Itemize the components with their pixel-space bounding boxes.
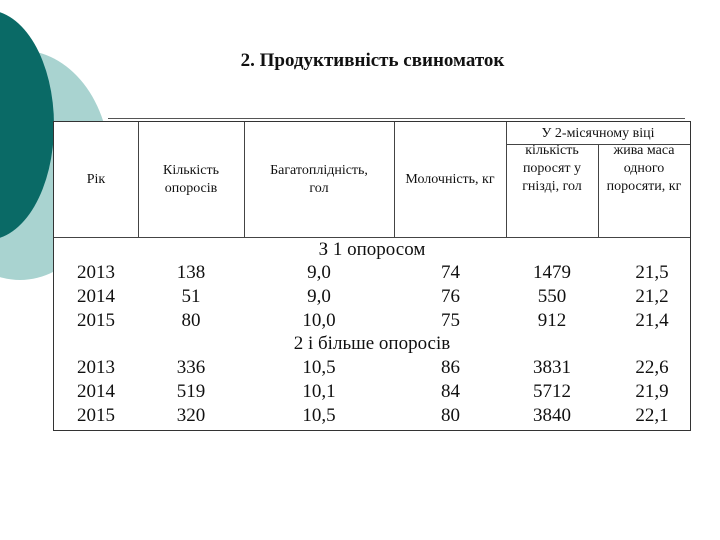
group1-weight-column	[614, 261, 690, 333]
cell-piglets: 5712	[533, 381, 571, 402]
cell-weight: 21,5	[635, 262, 669, 283]
cell-milkiness: 84	[441, 381, 460, 402]
cell-year: 2014	[77, 286, 115, 307]
cell-milkiness: 75	[441, 310, 460, 331]
cell-milkiness: 86	[441, 357, 460, 378]
cell-piglets: 550	[537, 286, 567, 307]
header-divider	[598, 144, 599, 237]
cell-milkiness: 76	[441, 286, 460, 307]
cell-weight: 22,6	[635, 357, 669, 378]
cell-fertility: 10,1	[302, 381, 336, 402]
group-label-first-farrowing: З 1 опоросом	[318, 239, 426, 260]
header-divider	[394, 122, 395, 237]
group2-weight-column	[614, 356, 690, 428]
cell-weight: 22,1	[635, 405, 669, 426]
cell-year: 2013	[77, 262, 115, 283]
page-title: 2. Продуктивність свиноматок	[240, 50, 505, 71]
group2-farrowings-column	[138, 356, 244, 428]
header-year: Рік	[86, 171, 106, 187]
header-bottom-rule	[54, 237, 690, 238]
title-divider	[108, 118, 685, 119]
group2-piglets-column	[506, 356, 598, 428]
cell-fertility: 9,0	[307, 262, 331, 283]
group-label-two-or-more: 2 і більше опоросів	[293, 333, 451, 354]
header-divider	[138, 122, 139, 237]
cell-farrowings: 336	[176, 357, 206, 378]
cell-farrowings: 80	[181, 310, 201, 331]
cell-fertility: 9,0	[307, 286, 331, 307]
header-fertility: Багатоплідність, гол	[270, 162, 368, 196]
header-farrowings: Кількість опоросів	[162, 162, 219, 196]
cell-piglets: 1479	[533, 262, 571, 283]
header-piglets-per-nest: кількість поросят у гнізді, гол	[522, 143, 582, 194]
cell-farrowings: 51	[181, 286, 201, 307]
cell-weight: 21,2	[635, 286, 669, 307]
group2-milkiness-column	[394, 356, 506, 428]
cell-farrowings: 320	[176, 405, 206, 426]
header-piglet-weight: жива маса одного поросяти, кг	[606, 143, 682, 194]
cell-piglets: 3831	[533, 357, 571, 378]
cell-year: 2015	[77, 310, 115, 331]
header-divider	[506, 122, 507, 237]
cell-farrowings: 138	[176, 262, 206, 283]
cell-farrowings: 519	[176, 381, 206, 402]
cell-fertility: 10,5	[302, 357, 336, 378]
cell-year: 2013	[77, 357, 115, 378]
cell-fertility: 10,5	[302, 405, 336, 426]
cell-year: 2015	[77, 405, 115, 426]
cell-weight: 21,9	[635, 381, 669, 402]
group2-fertility-column	[244, 356, 394, 428]
group1-year-column	[54, 261, 138, 333]
cell-milkiness: 74	[441, 262, 460, 283]
cell-weight: 21,4	[635, 310, 669, 331]
cell-year: 2014	[77, 381, 115, 402]
group2-year-column	[54, 356, 138, 428]
cell-fertility: 10,0	[302, 310, 336, 331]
cell-piglets: 3840	[533, 405, 571, 426]
header-subdivider	[506, 144, 690, 145]
header-age-group: У 2-місячному віці	[541, 126, 655, 141]
group1-milkiness-column	[394, 261, 506, 333]
header-divider	[244, 122, 245, 237]
header-milkiness: Молочність, кг	[405, 171, 495, 187]
group1-piglets-column	[506, 261, 598, 333]
productivity-table	[53, 121, 691, 431]
group1-fertility-column	[244, 261, 394, 333]
cell-milkiness: 80	[441, 405, 460, 426]
group1-farrowings-column	[138, 261, 244, 333]
cell-piglets: 912	[537, 310, 567, 331]
